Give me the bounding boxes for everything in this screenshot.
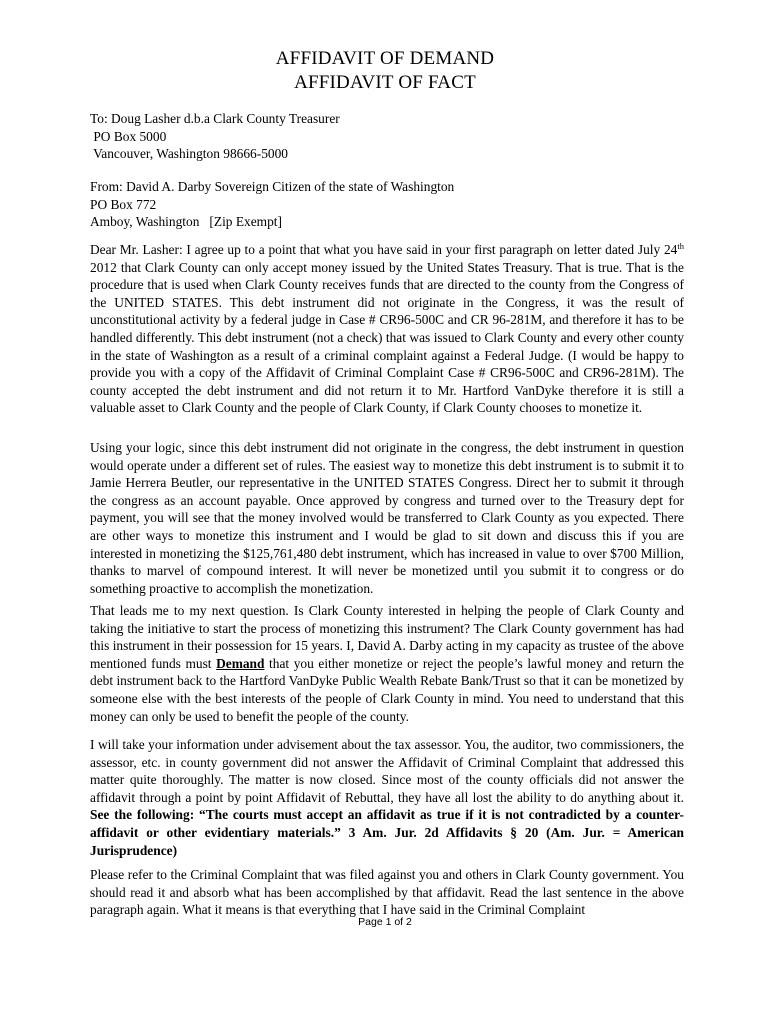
sender-address <box>90 178 690 231</box>
paragraph-advisement <box>90 736 684 859</box>
paragraph-4-plain: I will take your information under advisement about the tax assessor. You, the auditor, two commissioners, the assessor, etc. in county government did not answer the Affidavit of Criminal Complaint that addressed this matter quite thoroughly. The matter is now closed. Since most of the county officials did not answer the affidavit through a point by point Affidavit of Rebuttal, they have all lost the ability to do anything about it. <box>90 737 684 805</box>
paragraph-3-text <box>90 602 684 725</box>
ordinal-suffix: th <box>677 241 684 251</box>
paragraph-5-text: Please refer to the Criminal Complaint that was filed against you and others in Clark County government. You should read it and absorb what has been accomplished by that affidavit. Read the last sentence in the above paragraph again. What it means is that everything that I have said in the Criminal Complaint <box>90 867 684 918</box>
recipient-address <box>90 110 690 163</box>
recipient-city: Vancouver, Washington 98666-5000 <box>90 146 288 162</box>
sender-city: Amboy, Washington [Zip Exempt] <box>90 214 282 230</box>
sender-po-box: PO Box 772 <box>90 196 157 212</box>
paragraph-1-text <box>90 241 684 417</box>
document-title: AFFIDAVIT OF DEMAND <box>275 48 495 69</box>
paragraph-3-part-a: That leads me to my next question. Is Clark County interested in helping the people of Clark County and taking the initiative to start the process of monetizing this instrument? The Clark County government has had this instrument in their possession for 15 years. I, David A. Darby acting in my capacity as trustee of the above mentioned funds must <box>90 603 684 671</box>
paragraph-logic <box>90 439 684 597</box>
paragraph-4-text <box>90 736 684 859</box>
legal-citation: See the following: “The courts must accept an affidavit as true if it is not contradicted by a counter-affidavit or other evidentiary materials.” 3 Am. Jur. 2d Affidavits § 20 (Am. Jur. = American Jurisprudence) <box>90 807 684 858</box>
recipient-po-box: PO Box 5000 <box>90 128 167 144</box>
sender-name: From: David A. Darby Sovereign Citizen of the state of Washington <box>90 179 455 194</box>
demand-emphasis: Demand <box>216 655 265 671</box>
paragraph-1-part-b: 2012 that Clark County can only accept money issued by the United States Treasury. That is true. That is the procedure that is used when Clark County receives funds that are directed to the county from the Congress of the UNITED STATES. This debt instrument did not originate in the Congress, it was the result of unconstitutional activity by a federal judge in Case # CR96-500C and CR 96-281M, and therefore it has to be handled differently. This debt instrument (not a check) that was issued to Clark County and every other county in the state of Washington as a result of a criminal complaint against a Federal Judge. (I would be happy to provide you with a copy of the Affidavit of Criminal Complaint Case # CR96-500C and CR96-281M). The county accepted the debt instrument and did not return it to Mr. Hartford VanDyke therefore it is still a valuable asset to Clark County and the people of Clark County, if Clark County chooses to monetize it. <box>90 259 684 416</box>
paragraph-3-part-b: that you either monetize or reject the people’s lawful money and return the debt instrument back to the Hartford VanDyke Public Wealth Rebate Bank/Trust so that it can be monetized by someone else with the best interests of the people of Clark County in mind. You need to understand that this money can only be used to benefit the people of the county. <box>90 655 684 724</box>
page-number: Page 1 of 2 <box>358 916 412 928</box>
paragraph-demand <box>90 602 684 725</box>
paragraph-refer <box>90 866 684 919</box>
paragraph-2-text: Using your logic, since this debt instrument did not originate in the congress, the debt instrument in question would operate under a different set of rules. The easiest way to monetize this debt instrument is to submit it to Jamie Herrera Beutler, our representative in the UNITED STATES Congress. Direct her to submit it through the congress as an account payable. Once approved by congress and turned over to the Treasury dept for payment, you will see that the money involved would be transferred to Clark County as you expected. There are other ways to monetize this instrument and I would be glad to sit down and discuss this if you are interested in monetizing the $125,761,480 debt instrument, which has increased in value to over $700 Million, thanks to marvel of compound interest. It will never be monetized until you submit it to congress or do something proactive to accomplish the monetization. <box>90 440 684 596</box>
paragraph-1-part-a: Dear Mr. Lasher: I agree up to a point that what you have said in your first paragraph on letter dated July 24 <box>90 242 678 257</box>
recipient-name: To: Doug Lasher d.b.a Clark County Treasurer <box>90 111 340 126</box>
paragraph-salutation <box>90 241 684 417</box>
document-subtitle: AFFIDAVIT OF FACT <box>294 72 476 93</box>
